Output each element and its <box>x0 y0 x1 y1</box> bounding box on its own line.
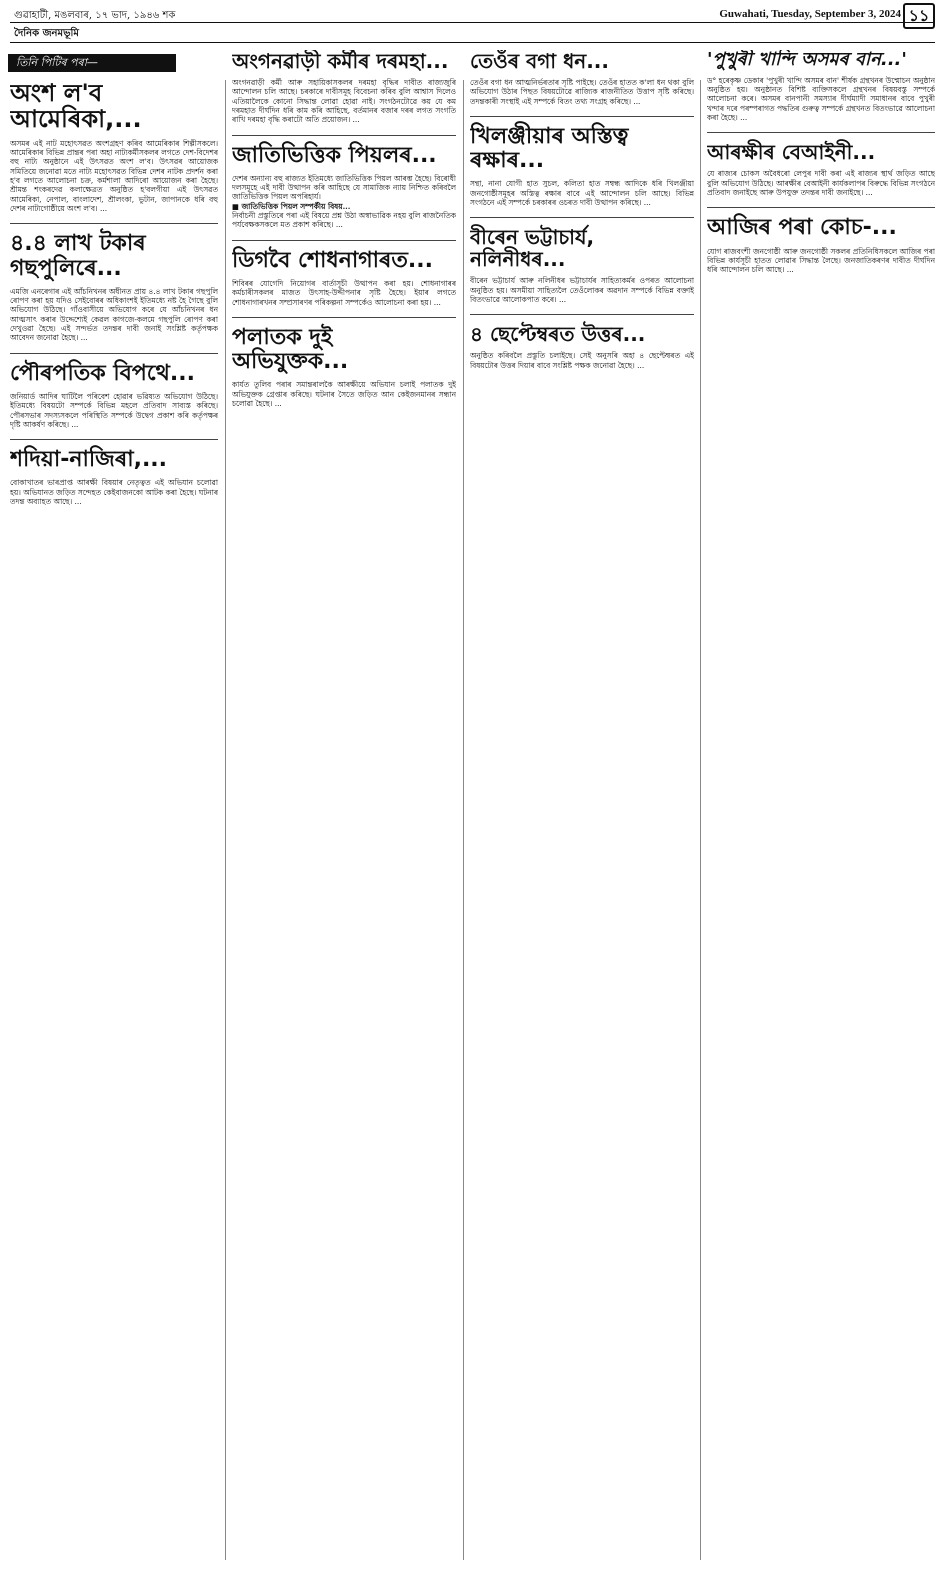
story-america <box>10 80 218 213</box>
page-number: ১১ <box>903 3 935 29</box>
headline: অংশ ল'ব আমেৰিকা,... <box>10 80 142 134</box>
story-body: বোকাখাতৰ ভাৰপ্ৰাপ্ত আৰক্ষী বিষয়াৰ নেতৃত্বত এই অভিযান চলোৱা হয়। অভিযানত জড়িত সন্দেহত কেইবাজনকো আটক কৰা হৈছে। ঘটনাৰ তদন্ত অব্যাহত আছে। ... <box>10 478 218 507</box>
divider <box>232 135 456 136</box>
headline: 'পুখুৰী খান্দি অসমৰ বান...' <box>707 50 907 70</box>
story-cash <box>10 232 218 342</box>
story-body: বীৰেন ভট্টাচাৰ্য আৰু নলিনীধৰ ভট্টাচাৰ্যৰ সাহিত্যকৰ্মৰ ওপৰত আলোচনা অনুষ্ঠিত হয়। অসমীয়া সাহিত্যলৈ তেওঁলোকৰ অৱদান সম্পৰ্কে বিভিন্ন বক্তাই বিতংভাৱে আলোকপাত কৰে। ... <box>470 276 694 304</box>
divider <box>470 116 694 117</box>
inline-note: ■ জাতিভিত্তিক পিয়ল সম্পৰ্কীয় বিষয়... <box>232 201 351 211</box>
column-3 <box>470 50 694 1560</box>
header-rule-2 <box>10 42 935 43</box>
story-body: দেশৰ অন্যান্য বহু ৰাজ্যত ইতিমধ্যে জাতিভিত্তিক পিয়ল আৰম্ভ হৈছে। বিৰোধী দলসমূহে এই দাবী উত্থাপন কৰি আহিছে যে সামাজিক ন্যায় নিশ্চিত কৰিবলৈ জাতিভিত্তিক পিয়ল অপৰিহাৰ্য। <box>232 173 456 202</box>
story-body: যোগ ৰাজবংশী জনগোষ্ঠী আৰু জনগোষ্ঠী সকলৰ প্ৰতিনিধিসকলে আজিৰ পৰা বিভিন্ন কাৰ্যসূচী হাতত লোৱাৰ সিদ্ধান্ত লৈছে। জনজাতিকৰণৰ দাবীত দীৰ্ঘদিন ধৰি আন্দোলন চলি আছে। ... <box>707 246 935 275</box>
header-date-assamese: গুৱাহাটী, মঙলবাৰ, ১৭ ভাদ, ১৯৪৬ শক <box>14 10 176 21</box>
divider <box>10 223 218 224</box>
divider <box>232 317 456 318</box>
story-mythic <box>10 362 218 430</box>
divider <box>470 217 694 218</box>
headline: বীৰেন ভট্টাচাৰ্য, নলিনীধৰ... <box>470 225 595 272</box>
story-sept4 <box>470 323 694 370</box>
column-rule <box>463 80 464 1560</box>
story-body: সন্থা, নানা যোগী হাত সুচল, কলিতা হাত সম্বন্ধ আদিকে ধৰি খিলঞ্জীয়া জনগোষ্ঠীসমূহৰ অস্তিত্ব ৰক্ষাৰ বাবে এই আন্দোলন চলি আছে। বিভিন্ন সংগঠনে এই সম্পৰ্কে চৰকাৰৰ ওচৰত দাবী উত্থাপন কৰিছে। ... <box>470 179 694 208</box>
header-rule <box>10 22 935 23</box>
story-body: অংগনৱাড়ী কৰ্মী আৰু সহায়িকাসকলৰ দৰমহা বৃদ্ধিৰ দাবীত ৰাজ্যজুৰি আন্দোলন চলি আছে। চৰকাৰে দাবীসমূহ বিবেচনা কৰিব বুলি আশ্বাস দিলেও এতিয়ালৈকে কোনো সিদ্ধান্ত লোৱা হোৱা নাই। সংগঠনটোৱে কয় যে কম দৰমহাত দীৰ্ঘদিন ধৰি কাম কৰি আহিছে, বৰ্তমানৰ বজাৰ দৰৰ লগত সংগতি ৰাখি দৰমহা বৃদ্ধি কৰাটো অতি প্ৰয়োজন। ... <box>232 78 456 125</box>
story-body-2: নিৰ্বাচনী প্ৰস্তুতিৰে পৰা এই বিষয়ে প্ৰশ্ন উঠা অস্বাভাৱিক নহয় বুলি ৰাজনৈতিক পৰ্যবেক্ষকসকলে মত প্ৰকাশ কৰিছে। ... <box>232 211 456 230</box>
story-caste <box>232 144 456 230</box>
story-anganwadi <box>232 50 456 125</box>
divider <box>10 353 218 354</box>
column-1 <box>10 80 218 1560</box>
story-illegal <box>707 141 935 197</box>
headline: ডিগবৈ শোধনাগাৰত... <box>232 247 433 273</box>
section-banner: তিনি পিটিৰ পৰা— <box>8 54 176 72</box>
story-wealth <box>470 50 694 106</box>
page-header <box>0 0 945 52</box>
story-body: অসমৰ এই নাট মহোৎসৱত অংশগ্ৰহণ কৰিব আমেৰিকাৰ শিল্পীসকলে। আমেৰিকাৰ বিভিন্ন প্ৰান্তৰ পৰা অহা নাট্যকৰ্মীসকলৰ লগতে দেশ-বিদেশৰ বহু নাট্য অনুষ্ঠানে এই উৎসৱত অংশ ল'ব। উৎসৱৰ আয়োজক সমিতিয়ে জনোৱা মতে নাট্য মহোৎসৱত বিভিন্ন দেশৰ নাটক প্ৰদৰ্শন কৰা হ'ব লগতে আলোচনা চক্ৰ, কৰ্মশালা আদিৰো আয়োজন কৰা হৈছে। শ্ৰীমন্ত শংকৰদেৱ কলাক্ষেত্ৰত অনুষ্ঠিত হ'বলগীয়া এই উৎসৱত আমেৰিকা, নেপাল, বাংলাদেশ, শ্ৰীলংকা, ভুটান, জাপানকে ধৰি বহু দেশৰ নাট্যগোষ্ঠীয়ে অংশ ল'ব। ... <box>10 138 218 214</box>
column-rule <box>700 80 701 1560</box>
headline: জাতিভিত্তিক পিয়লৰ... <box>232 142 437 168</box>
header-date-english: Guwahati, Tuesday, September 3, 2024 <box>719 8 901 20</box>
story-body: ড° হৰেকৃষ্ণ ডেকাৰ 'পুখুৰী খান্দি অসমৰ বান' শীৰ্ষক গ্ৰন্থখনৰ উন্মোচন অনুষ্ঠান অনুষ্ঠিত হয়। অনুষ্ঠানত বিশিষ্ট ব্যক্তিসকলে গ্ৰন্থখনৰ বিষয়বস্তু সম্পৰ্কে আলোচনা কৰে। অসমৰ বানপানী সমস্যাৰ দীৰ্ঘম্যাদী সমাধানৰ বাবে পুখুৰী খন্দাৰ দৰে পৰম্পৰাগত পদ্ধতিৰ গুৰুত্ব সম্পৰ্কে গ্ৰন্থখনত বিতংভাৱে আলোচনা কৰা হৈছে। ... <box>707 75 935 123</box>
story-digboi <box>232 249 456 307</box>
divider <box>707 207 935 208</box>
story-body: শিবিৰৰ যোগেদি নিয়োগৰ বাৰ্তাসূচী উত্থাপন কৰা হয়। শোধনাগাৰৰ কৰ্মচাৰীসকলৰ মাজত উৎসাহ-উদ্দীপনাৰ সৃষ্টি হৈছে। ইয়াৰ লগতে শোধনাগাৰখনৰ সম্প্ৰসাৰণৰ পৰিকল্পনা সম্পৰ্কেও আলোচনা কৰা হয়। ... <box>232 278 456 307</box>
headline: তেওঁৰ বগা ধন... <box>470 50 610 73</box>
divider <box>232 240 456 241</box>
story-body: কাৰ্যত তুলিব পৰাৰ সমান্তৰালকৈ আৰক্ষীয়ে অভিযান চলাই পলাতক দুই অভিযুক্তক গ্ৰেপ্তাৰ কৰিছে। ঘটনাৰ সৈতে জড়িত আন কেইজনমানৰ সন্ধান চলোৱা হৈছে। ... <box>232 380 456 408</box>
story-absconding <box>232 326 456 408</box>
headline: শদিয়া-নাজিৰা,... <box>10 447 168 473</box>
divider <box>10 439 218 440</box>
headline: খিলঞ্জীয়াৰ অস্তিত্ব ৰক্ষাৰ... <box>470 123 629 174</box>
column-4 <box>707 50 935 1560</box>
headline: ৪.৪ লাখ টকাৰ গছপুলিৰে... <box>10 231 146 281</box>
story-birendra <box>470 226 694 304</box>
paper-name: দৈনিক জনমভূমি <box>14 28 79 39</box>
column-2 <box>232 50 456 1560</box>
story-khilonjia <box>470 125 694 207</box>
story-body: জনিয়াৰ্ড আদিৰ ঘাটিলৈ পৰিবেশ হোৱাৰ ভৱিষ্যত অভিযোগ উঠিছে। ইতিমধ্যে বিষয়টো সম্পৰ্কে বিভিন্ন মহলে প্ৰতিবাদ সাব্যস্ত কৰিছে। পৌৰসভাৰ সদস্যসকলে পৰিস্থিতি সম্পৰ্কে উদ্বেগ প্ৰকাশ কৰি কৰ্তৃপক্ষৰ দৃষ্টি আকৰ্ষণ কৰিছে। ... <box>10 391 218 429</box>
divider <box>707 132 935 133</box>
headline: আজিৰ পৰা কোচ-... <box>707 215 897 241</box>
story-body: যে ৰাজ্যৰ চোকস অবৈধৰো লেপুৰ দাবী কৰা এই ৰাজ্যৰ স্থাৰ্থ জড়িত আছে বুলি অভিযোগ উঠিছে। আৰক্ষীৰ বেআইনী কাৰ্যকলাপৰ বিৰুদ্ধে বিভিন্ন সংগঠনে প্ৰতিবাদ জনাইছে আৰু উপযুক্ত তদন্তৰ দাবী জনাইছে। ... <box>707 169 935 198</box>
divider <box>470 314 694 315</box>
headline: পৌৰপতিক বিপথে... <box>10 360 195 386</box>
story-pukhuri <box>707 50 935 122</box>
story-body: অনুষ্ঠিত কৰিবলৈ প্ৰস্তুতি চলাইছে। সেই অনুসৰি অহা ৪ ছেপ্টেম্বৰত এই বিষয়টোৰ উত্তৰ দিয়াৰ বাবে সংশ্লিষ্ট পক্ষক জনোৱা হৈছে। ... <box>470 351 694 370</box>
story-body: এমজি এনৰেগাৰ এই আঁচনিখনৰ অধীনত প্ৰায় ৪.৪ লাখ টকাৰ গছপুলি ৰোপণ কৰা হয় যদিও সেইবোৰৰ অধিকাংশই ইতিমধ্যে নষ্ট হৈ গৈছে বুলি অভিযোগ উঠিছে। গাঁওবাসীয়ে অভিযোগ কৰে যে আঁচনিখনৰ ধন আত্মসাৎ কৰাৰ উদ্দেশ্যেই কেৱল কাগজে-কলমে গছপুলি ৰোপণ কৰা দেখুওৱা হৈছে। এই সন্দৰ্ভত তদন্তৰ দাবী জনাই সংশ্লিষ্ট কৰ্তৃপক্ষক আবেদন জনোৱা হৈছে। ... <box>10 286 218 343</box>
story-body: তেওঁৰ বগা ধন আত্মনিৰ্ভৰতাৰ সৃষ্টি পাইছে। তেওঁৰ হাতত ক'লা ধন থকা বুলি অভিযোগ উঠাৰ পিছত বিষয়টোৱে ৰাজ্যিক ৰাজনীতিত উত্তাপ সৃষ্টি কৰিছে। তদন্তকাৰী সংস্থাই এই সম্পৰ্কে বিতং তথ্য সংগ্ৰহ কৰিছে। ... <box>470 78 694 106</box>
story-sadiya <box>10 448 218 506</box>
column-rule <box>225 80 226 1560</box>
headline: অংগনৱাড়ী কৰ্মীৰ দৰমহা... <box>232 50 449 73</box>
headline: পলাতক দুই অভিযুক্তক... <box>232 324 349 375</box>
headline: ৪ ছেপ্টেম্বৰত উত্তৰ... <box>470 322 646 347</box>
headline: আৰক্ষীৰ বেআইনী... <box>707 140 876 165</box>
story-coach <box>707 216 935 274</box>
